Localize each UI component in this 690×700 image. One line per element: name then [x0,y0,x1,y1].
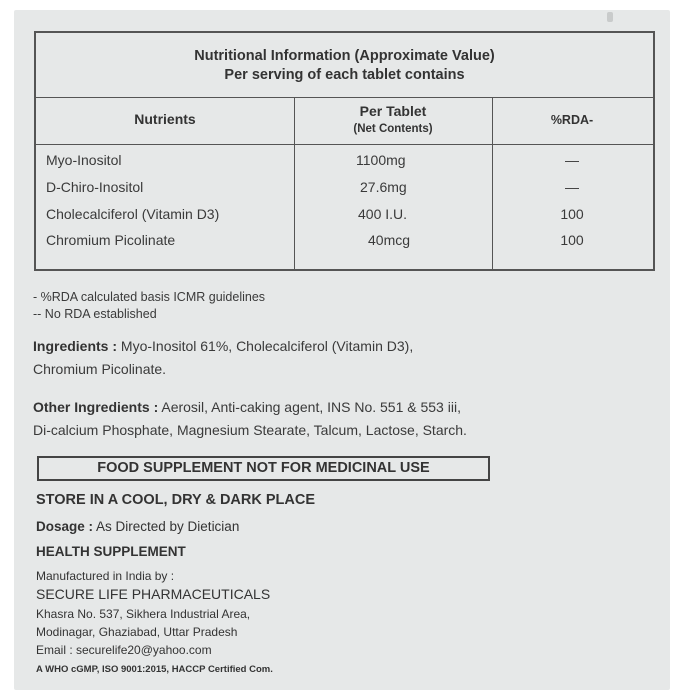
manufacturer-intro: Manufactured in India by : [36,569,175,583]
row-amount: 40mcg [368,232,411,248]
header-per-tablet: Per Tablet [359,103,427,119]
row-rda: 100 [560,232,584,248]
health-supplement-label: HEALTH SUPPLEMENT [36,544,186,559]
table-title [36,47,653,85]
table-divider [36,144,653,145]
other-ingredients-text: Di-calcium Phosphate, Magnesium Stearate, Talcum, Lactose, Starch. [33,422,467,438]
ingredients-label: Ingredients : [33,338,118,354]
certification-line: A WHO cGMP, ISO 9001:2015, HACCP Certified Com. [36,664,273,675]
other-ingredients-block [33,396,467,442]
dosage-value: As Directed by Dietician [93,519,240,534]
table-divider [36,97,653,98]
table-title-line1: Nutritional Information (Approximate Value) [194,48,495,64]
row-rda: — [565,179,579,195]
row-nutrient: Chromium Picolinate [46,232,176,248]
footnotes [33,289,265,323]
food-supplement-banner: FOOD SUPPLEMENT NOT FOR MEDICINAL USE [37,456,490,481]
other-ingredients-label: Other Ingredients : [33,399,159,415]
ingredients-text: Myo-Inositol 61%, Cholecalciferol (Vitamin D3), [117,338,414,354]
ingredients-block [33,335,413,381]
nutrition-table [34,31,655,271]
footnote: -- No RDA established [33,307,157,321]
dosage-line [36,519,239,534]
row-amount: 1100mg [356,152,406,168]
table-title-line2: Per serving of each tablet contains [224,67,465,83]
manufacturer-name: SECURE LIFE PHARMACEUTICALS [36,586,271,602]
row-nutrient: Myo-Inositol [46,152,122,168]
manufacturer-address: Modinagar, Ghaziabad, Uttar Pradesh [36,625,238,639]
ingredients-text: Chromium Picolinate. [33,361,167,377]
header-rda: %RDA- [550,113,594,127]
row-nutrient: D-Chiro-Inositol [46,179,144,195]
dosage-label: Dosage : [36,519,94,534]
speck-mark [607,12,613,22]
row-rda: 100 [560,206,584,222]
storage-instruction: STORE IN A COOL, DRY & DARK PLACE [36,492,316,508]
manufacturer-address: Khasra No. 537, Sikhera Industrial Area, [36,607,251,621]
row-nutrient: Cholecalciferol (Vitamin D3) [46,206,220,222]
other-ingredients-text: Aerosil, Anti-caking agent, INS No. 551 & 553 iii, [158,399,461,415]
row-amount: 400 I.U. [358,206,408,222]
header-nutrients: Nutrients [134,111,196,127]
footnote: - %RDA calculated basis ICMR guidelines [33,290,266,304]
row-amount: 27.6mg [360,179,407,195]
manufacturer-email: Email : securelife20@yahoo.com [36,643,212,657]
header-per-tablet-sub: (Net Contents) [353,123,433,135]
row-rda: — [565,152,579,168]
